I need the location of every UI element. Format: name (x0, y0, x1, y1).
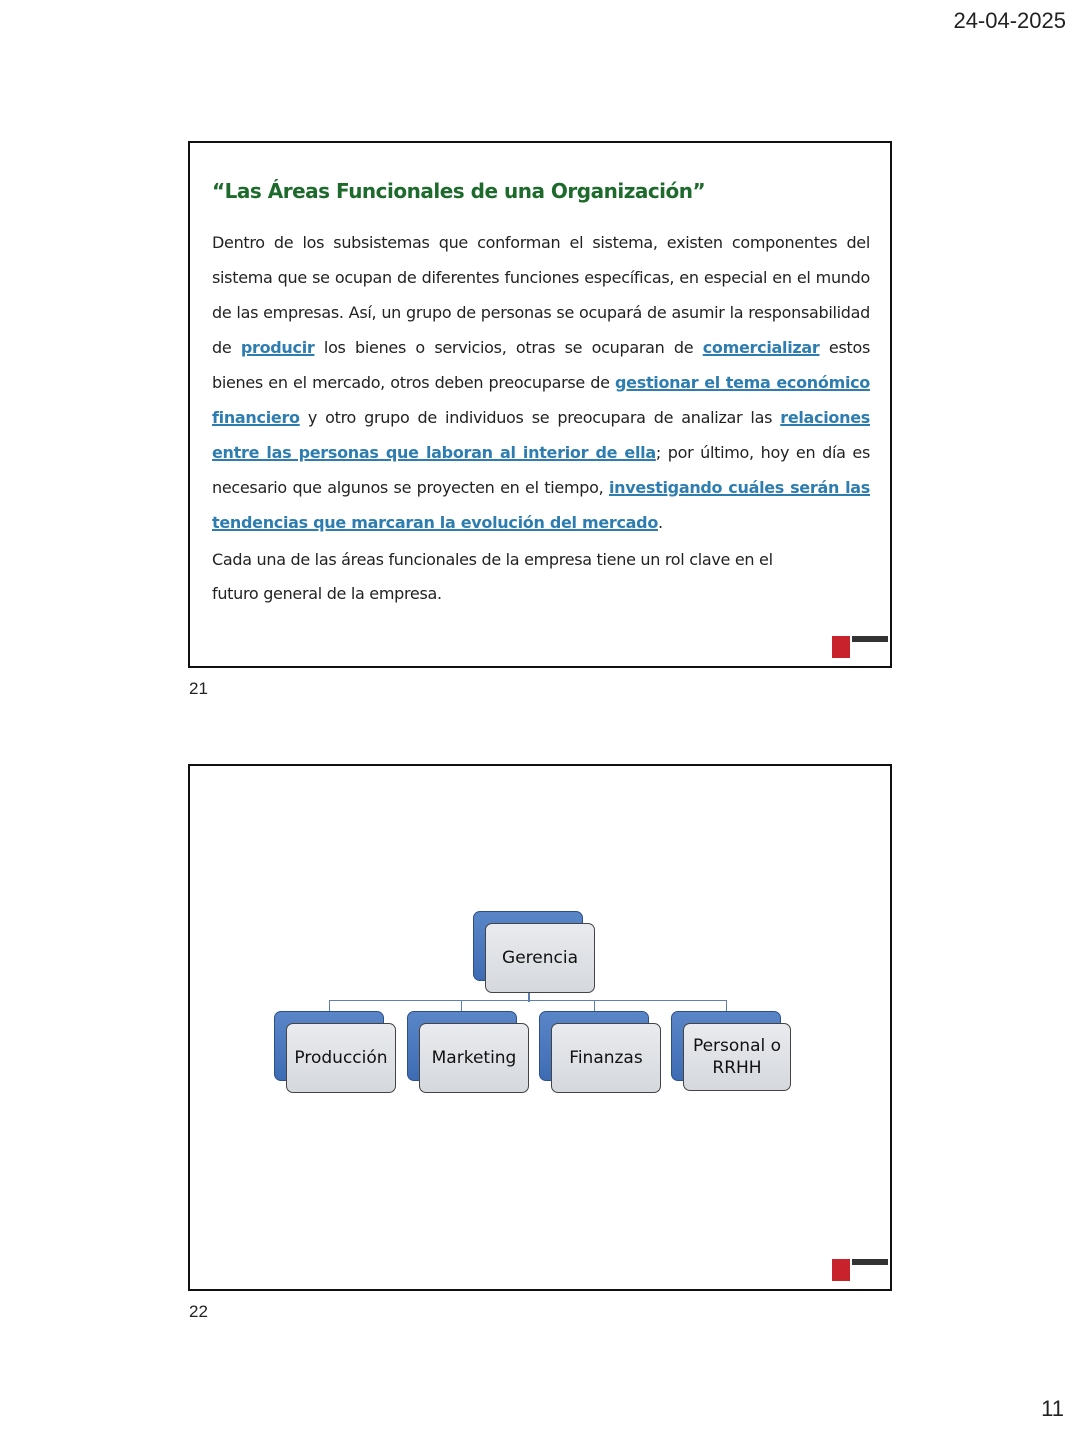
slide-number: 22 (189, 1302, 208, 1321)
slide-paragraph-2: Cada una de las áreas funcionales de la empresa tiene un rol clave en el futuro general de la empresa. (212, 550, 773, 603)
slide-22 (188, 764, 892, 1291)
text: ; por último, hoy en día es necesario que algunos se proyecten en el tiempo, (212, 443, 870, 497)
org-node-produccion: Producción (286, 1023, 396, 1093)
page-number: 11 (1041, 1396, 1064, 1421)
link-producir[interactable]: producir (240, 338, 315, 357)
link-gestionar[interactable]: gestionar el tema económico financiero (212, 373, 871, 427)
org-node-gerencia: Gerencia (485, 923, 595, 993)
text: y otro grupo de individuos se preocupara de analizar las (299, 408, 781, 427)
university-logo (828, 632, 890, 666)
university-logo (828, 1255, 890, 1289)
slide-title: “Las Áreas Funcionales de una Organización” (212, 179, 706, 203)
link-investigando[interactable]: investigando cuáles serán las tendencias que marcaran la evolución del mercado (212, 478, 870, 532)
text: Dentro de los subsistemas que conforman el sistema, existen componentes del sistema que se ocupan de diferentes funciones específicas, en especial en el mundo de las empresas. Así, un grupo de personas se ocupará de asumir la responsabilidad de (212, 233, 870, 357)
link-relaciones[interactable]: relaciones entre las personas que laboran al interior de ella (212, 408, 870, 462)
slide-number: 21 (189, 679, 208, 698)
text: estos bienes en el mercado, otros deben preocuparse de (212, 338, 870, 392)
org-node-marketing: Marketing (419, 1023, 529, 1093)
org-node-personal: Personal o RRHH (683, 1023, 791, 1091)
shield-icon (832, 1259, 850, 1281)
document-date: 24-04-2025 (953, 8, 1066, 33)
text: . (658, 513, 663, 532)
slide-21 (188, 141, 892, 668)
slide-paragraph (212, 225, 870, 540)
org-node-finanzas: Finanzas (551, 1023, 661, 1093)
link-comercializar[interactable]: comercializar (702, 338, 820, 357)
text: los bienes o servicios, otras se ocuparan de (314, 338, 703, 357)
shield-icon (832, 636, 850, 658)
